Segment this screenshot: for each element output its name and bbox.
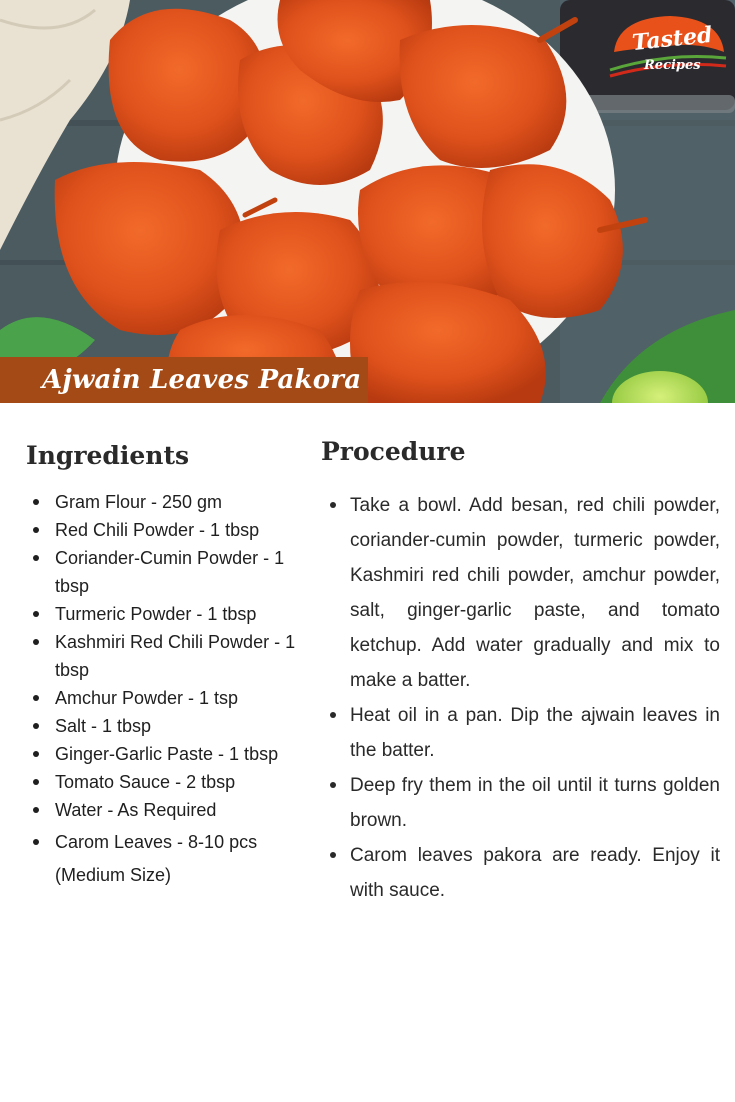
ingredient-item: Water - As Required — [26, 796, 316, 824]
procedure-step: Carom leaves pakora are ready. Enjoy it with sauce. — [321, 838, 720, 908]
procedure-step: Deep fry them in the oil until it turns golden brown. — [321, 768, 720, 838]
logo-text-tasted: Tasted — [630, 21, 714, 57]
procedure-step: Heat oil in a pan. Dip the ajwain leaves in the batter. — [321, 698, 720, 768]
ingredients-heading: Ingredients — [26, 441, 190, 470]
ingredient-item: Gram Flour - 250 gm — [26, 488, 316, 516]
recipe-title-banner — [0, 357, 368, 403]
ingredient-item: Turmeric Powder - 1 tbsp — [26, 600, 316, 628]
ingredient-item: Carom Leaves - 8-10 pcs (Medium Size) — [26, 826, 316, 892]
tasted-recipes-logo[interactable] — [608, 12, 728, 80]
ingredients-list — [26, 488, 316, 892]
ingredients-section — [26, 436, 316, 892]
ingredient-item: Salt - 1 tbsp — [26, 712, 316, 740]
procedure-section — [321, 432, 720, 908]
logo-text-recipes: Recipes — [644, 58, 701, 73]
hero-photo — [0, 0, 735, 403]
ingredient-item: Ginger-Garlic Paste - 1 tbsp — [26, 740, 316, 768]
procedure-list — [321, 488, 720, 908]
procedure-step: Take a bowl. Add besan, red chili powder, coriander-cumin powder, turmeric powder, Kashmiri red chili powder, amchur powder, salt, ginger-garlic paste, and tomato ketchup. Add water gradually and mix to make a batter. — [321, 488, 720, 698]
recipe-title: Ajwain Leaves Pakora — [42, 365, 362, 395]
procedure-heading: Procedure — [321, 437, 466, 466]
ingredient-item: Amchur Powder - 1 tsp — [26, 684, 316, 712]
ingredient-item: Tomato Sauce - 2 tbsp — [26, 768, 316, 796]
ingredient-item: Kashmiri Red Chili Powder - 1 tbsp — [26, 628, 316, 684]
ingredient-item: Red Chili Powder - 1 tbsp — [26, 516, 316, 544]
ingredient-item: Coriander-Cumin Powder - 1 tbsp — [26, 544, 316, 600]
